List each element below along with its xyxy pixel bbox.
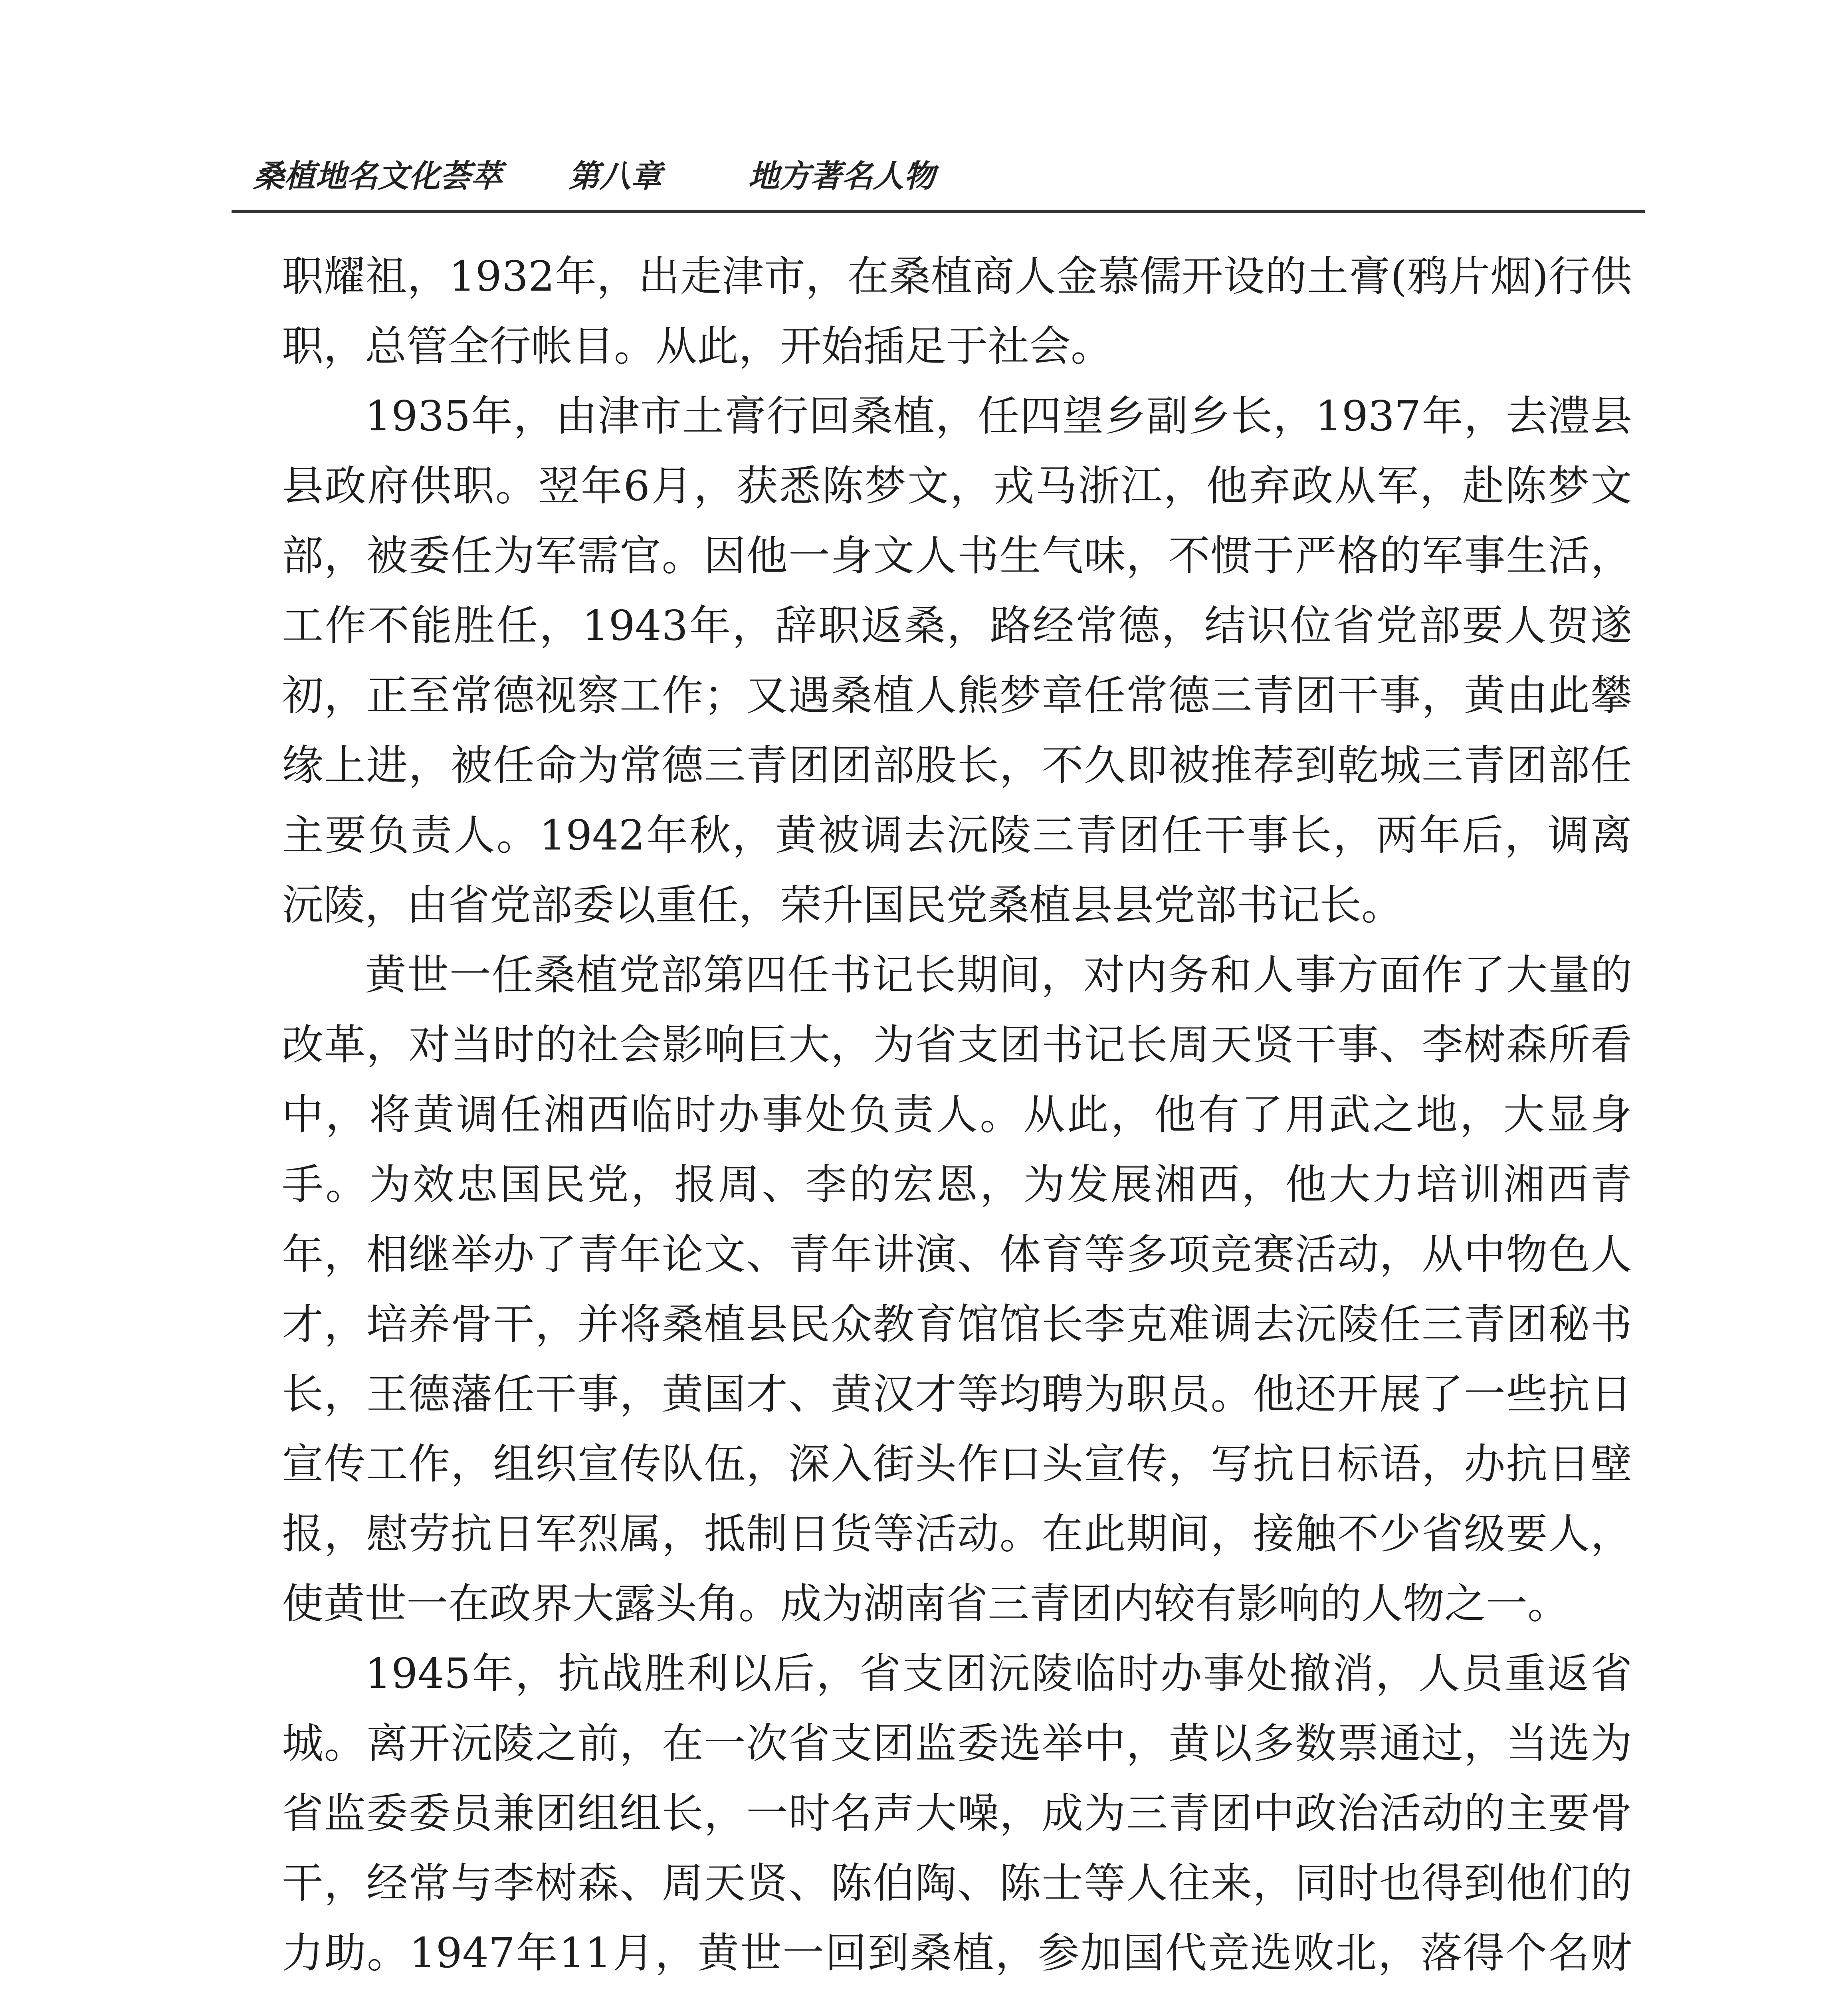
paragraph: 黄世一任桑植党部第四任书记长期间，对内务和人事方面作了大量的改革，对当时的社会影响巨大，为省支团书记长周天贤干事、李树森所看中，将黄调任湘西临时办事处负责人。从此，他有了用武之地，大显身手。为效忠国民党，报周、李的宏恩，为发展湘西，他大力培训湘西青年，相继举办了青年论文、青年讲演、体育等多项竞赛活动，从中物色人才，培养骨干，并将桑植县民众教育馆馆长李克难调去沅陵任三青团秘书长，王德藩任干事，黄国才、黄汉才等均聘为职员。他还开展了一些抗日宣传工作，组织宣传队伍，深入街头作口头宣传，写抗日标语，办抗日壁报，慰劳抗日军烈属，抵制日货等活动。在此期间，接触不少省级要人，使黄世一在政界大露头角。成为湖南省三青团内较有影响的人物之一。 [282, 950, 1632, 1628]
paragraph: 1935年，由津市土膏行回桑植，任四望乡副乡长，1937年，去澧县县政府供职。翌年6月，获悉陈梦文，戎马浙江，他弃政从军，赴陈梦文部，被委任为军需官。因他一身文人书生气味，不惯于严格的军事生活，工作不能胜任，1943年，辞职返桑，路经常德，结识位省党部要人贺遂初，正至常德视察工作；又遇桑植人熊梦章任常德三青团干事，黄由此攀缘上进，被任命为常德三青团团部股长，不久即被推荐到乾城三青团部任主要负责人。1942年秋，黄被调去沅陵三青团任干事长，两年后，调离沅陵，由省党部委以重任，荣升国民党桑植县县党部书记长。 [282, 392, 1632, 929]
paragraph: 1945年，抗战胜利以后，省支团沅陵临时办事处撤消，人员重返省城。离开沅陵之前，在一次省支团监委选举中，黄以多数票通过，当选为省监委委员兼团组组长，一时名声大噪，成为三青团中政治活动的主要骨干，经常与李树森、周天贤、陈伯陶、陈士等人往来，同时也得到他们的力助。1947年11月，黄世一回到桑植，参加国代竞选败北，落得个名财 [282, 1649, 1632, 1977]
section-title: 地方著名人物 [748, 158, 935, 194]
running-header [253, 149, 1650, 204]
paragraph: 职耀祖，1932年，出走津市，在桑植商人金慕儒开设的土膏(鸦片烟)行供职，总管全行帐目。从此，开始插足于社会。 [282, 252, 1632, 370]
body-text [282, 242, 1632, 1996]
chapter-label: 第八章 [568, 158, 662, 194]
header-rule [232, 210, 1645, 213]
book-title: 桑植地名文化荟萃 [253, 158, 503, 194]
